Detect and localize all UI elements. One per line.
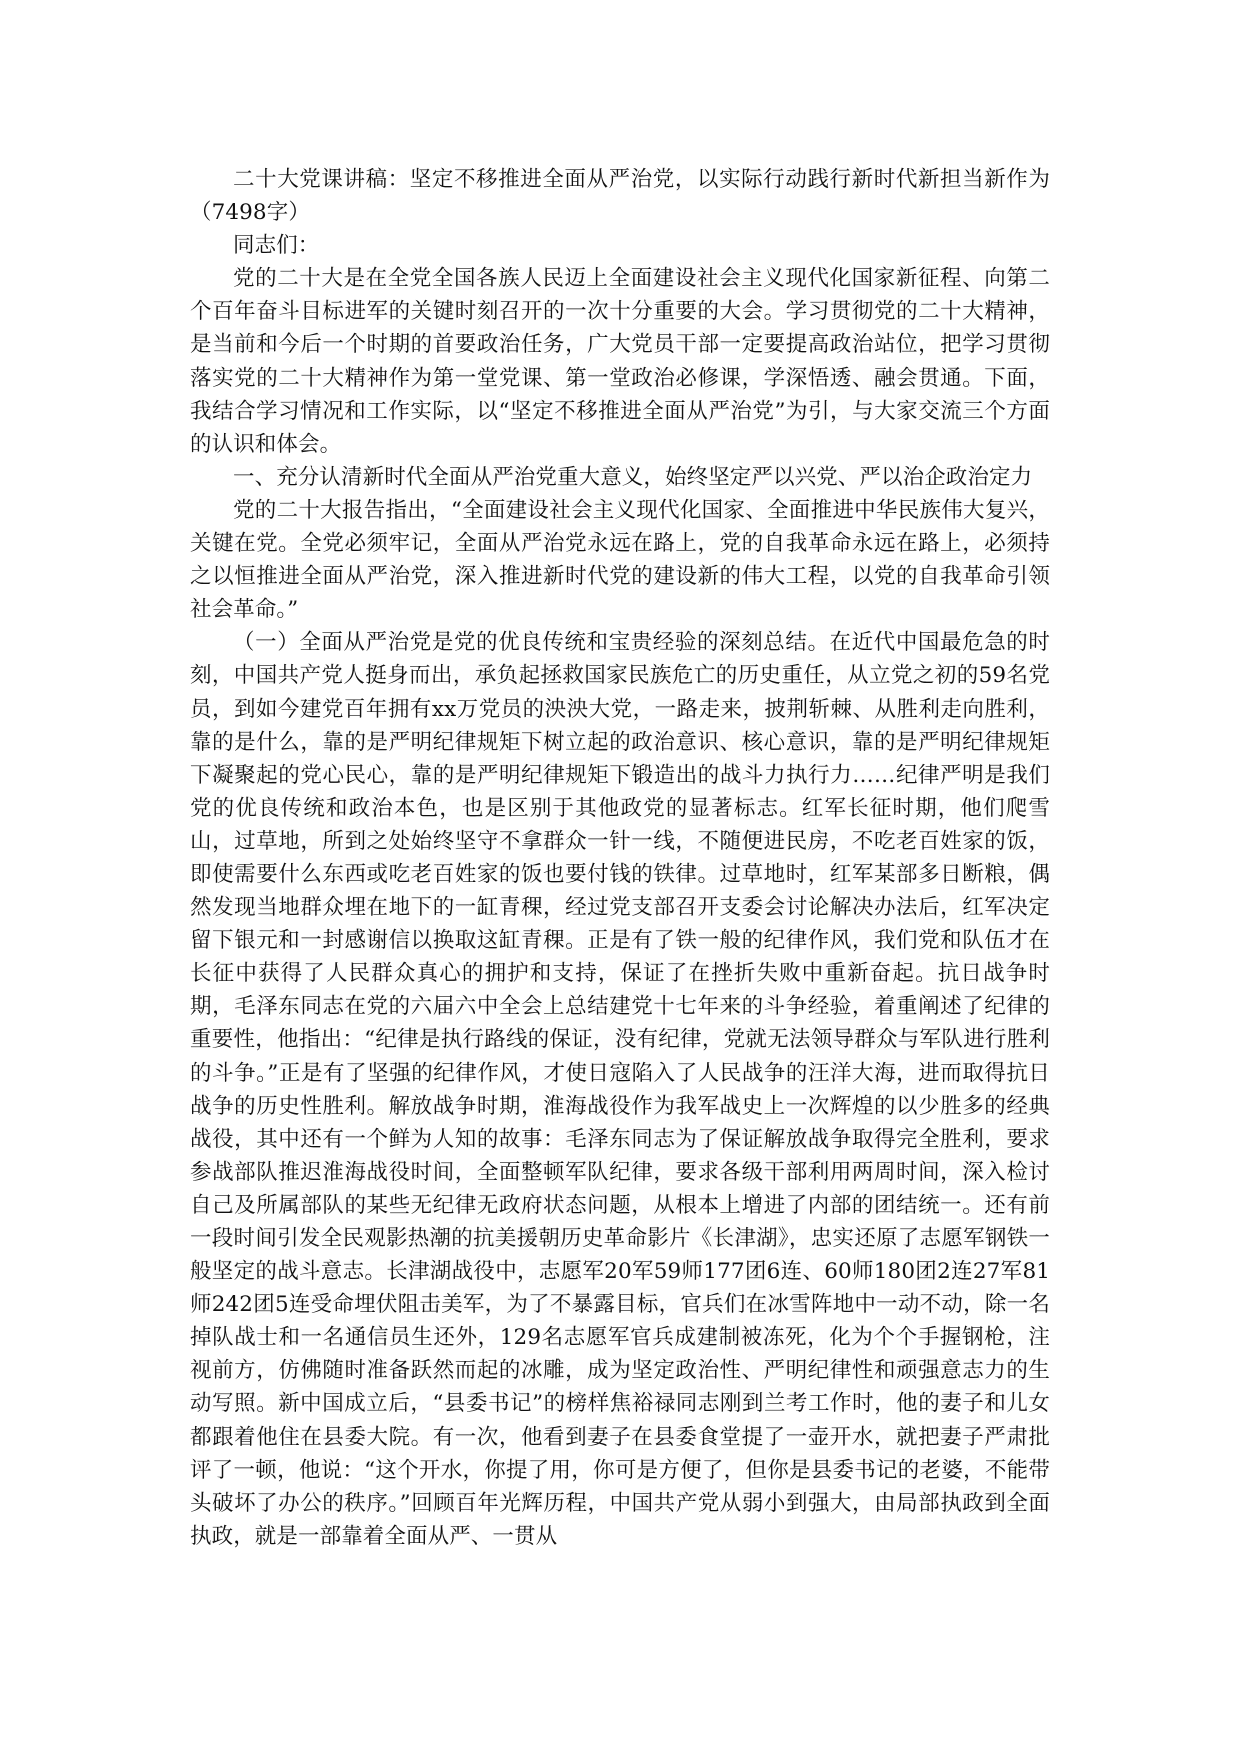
paragraph-subsection-1: （一）全面从严治党是党的优良传统和宝贵经验的深刻总结。在近代中国最危急的时刻，中国共产党人挺身而出，承负起拯救国家民族危亡的历史重任，从立党之初的59名党员，到如今建党百年拥有xx万党员的泱泱大党，一路走来，披荆斩棘、从胜利走向胜利，靠的是什么，靠的是严明纪律规矩下树立起的政治意识、核心意识，靠的是严明纪律规矩下凝聚起的党心民心，靠的是严明纪律规矩下锻造出的战斗力执行力……纪律严明是我们党的优良传统和政治本色，也是区别于其他政党的显著标志。红军长征时期，他们爬雪山，过草地，所到之处始终坚守不拿群众一针一线，不随便进民房，不吃老百姓家的饭，即使需要什么东西或吃老百姓家的饭也要付钱的铁律。过草地时，红军某部多日断粮，偶然发现当地群众埋在地下的一缸青稞，经过党支部召开支委会讨论解决办法后，红军决定留下银元和一封感谢信以换取这缸青稞。正是有了铁一般的纪律作风，我们党和队伍才在长征中获得了人民群众真心的拥护和支持，保证了在挫折失败中重新奋起。抗日战争时期，毛泽东同志在党的六届六中全会上总结建党十七年来的斗争经验，着重阐述了纪律的重要性，他指出：“纪律是执行路线的保证，没有纪律，党就无法领导群众与军队进行胜利的斗争。”正是有了坚强的纪律作风，才使日寇陷入了人民战争的汪洋大海，进而取得抗日战争的历史性胜利。解放战争时期，淮海战役作为我军战史上一次辉煌的以少胜多的经典战役，其中还有一个鲜为人知的故事：毛泽东同志为了保证解放战争取得完全胜利，要求参战部队推迟淮海战役时间，全面整顿军队纪律，要求各级干部利用两周时间，深入检讨自己及所属部队的某些无纪律无政府状态问题，从根本上增进了内部的团结统一。还有前一段时间引发全民观影热潮的抗美援朝历史革命影片《长津湖》，忠实还原了志愿军钢铁一般坚定的战斗意志。长津湖战役中，志愿军20军59师177团6连、60师180团2连27军81师242团5连受命埋伏阻击美军，为了不暴露目标，官兵们在冰雪阵地中一动不动，除一名掉队战士和一名通信员生还外，129名志愿军官兵成建制被冻死，化为个个手握钢枪，注视前方，仿佛随时准备跃然而起的冰雕，成为坚定政治性、严明纪律性和顽强意志力的生动写照。新中国成立后，“县委书记”的榜样焦裕禄同志刚到兰考工作时，他的妻子和儿女都跟着他住在县委大院。有一次，他看到妻子在县委食堂提了一壶开水，就把妻子严肃批评了一顿，他说：“这个开水，你提了用，你可是方便了，但你是县委书记的老婆，不能带头破坏了办公的秩序。”回顾百年光辉历程，中国共产党从弱小到强大，由局部执政到全面执政，就是一部靠着全面从严、一贯从 [190, 630, 1050, 1549]
paragraph-intro: 党的二十大是在全党全国各族人民迈上全面建设社会主义现代化国家新征程、向第二个百年奋斗目标进军的关键时刻召开的一次十分重要的大会。学习贯彻党的二十大精神，是当前和今后一个时期的首要政治任务，广大党员干部一定要提高政治站位，把学习贯彻落实党的二十大精神作为第一堂党课、第一堂政治必修课，学深悟透、融会贯通。下面，我结合学习情况和工作实际，以“坚定不移推进全面从严治党”为引，与大家交流三个方面的认识和体会。 [190, 266, 1050, 457]
document-title: 二十大党课讲稿：坚定不移推进全面从严治党，以实际行动践行新时代新担当新作为（7498字） [190, 167, 1050, 226]
salutation: 同志们： [233, 233, 320, 259]
document-body [190, 163, 1050, 1553]
paragraph-quote: 党的二十大报告指出，“全面建设社会主义现代化国家、全面推进中华民族伟大复兴，关键在党。全党必须牢记，全面从严治党永远在路上，党的自我革命永远在路上，必须持之以恒推进全面从严治党，深入推进新时代党的建设新的伟大工程，以党的自我革命引领社会革命。” [190, 497, 1050, 623]
section-heading-1: 一、充分认清新时代全面从严治党重大意义，始终坚定严以兴党、严以治企政治定力 [233, 464, 1033, 490]
